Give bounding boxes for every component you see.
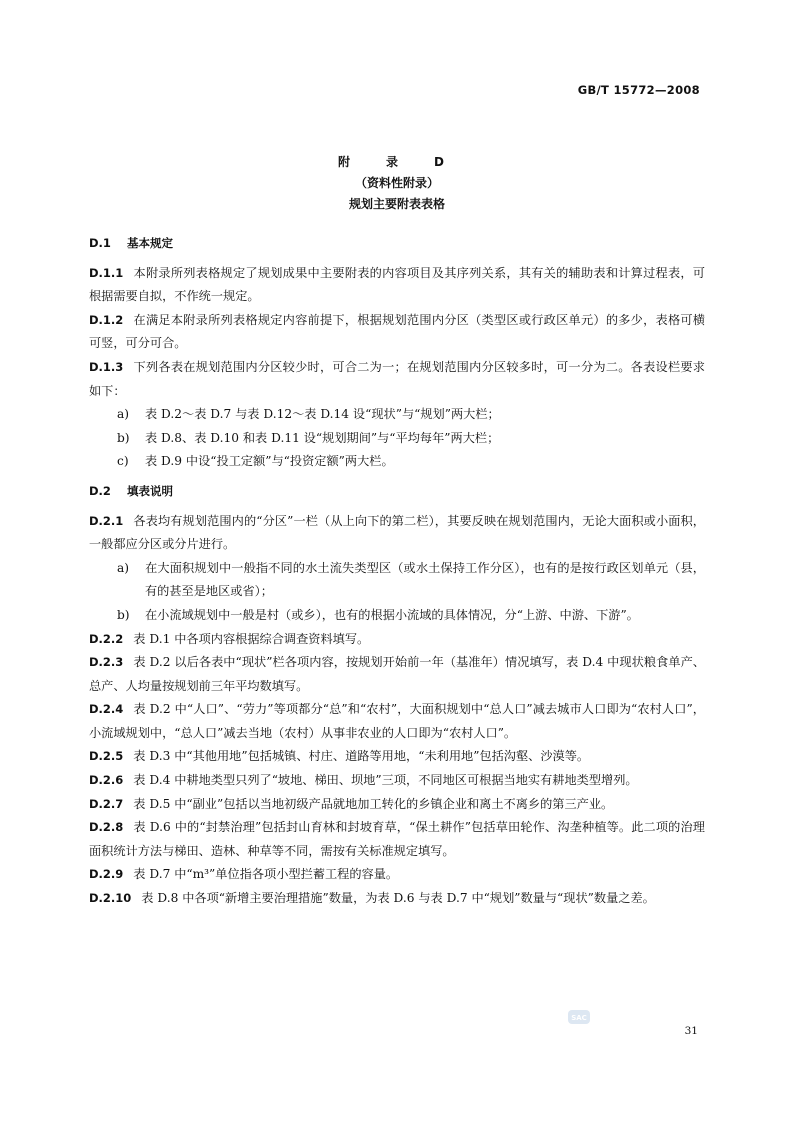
section-heading <box>89 232 705 256</box>
clause <box>89 793 705 817</box>
list-item-label: b) <box>117 430 130 445</box>
list-item-label: a) <box>117 560 130 575</box>
clause-text: 在满足本附录所列表格规定内容前提下，根据规划范围内分区（类型区或行政区单元）的多少，表格可横可竖，可分可合。 <box>89 312 705 351</box>
clause <box>89 745 705 769</box>
clause-text: 表 D.5 中“副业”包括以当地初级产品就地加工转化的乡镇企业和离土不离乡的第三产业。 <box>133 796 614 811</box>
appendix-subtitle: 规划主要附表表格 <box>348 197 445 211</box>
page-number: 31 <box>684 1025 698 1037</box>
clause-text: 表 D.3 中“其他用地”包括城镇、村庄、道路等用地，“未利用地”包括沟壑、沙漠等。 <box>133 749 590 764</box>
clause <box>89 628 705 652</box>
clause-text: 表 D.4 中耕地类型只列了“坡地、梯田、坝地”三项，不同地区可根据当地实有耕地类型增列。 <box>133 773 638 788</box>
list-item <box>89 403 705 427</box>
standard-code: GB/T 15772—2008 <box>577 83 700 97</box>
clause-number: D.2.10 <box>89 891 132 906</box>
clause-text: 下列各表在规划范围内分区较少时，可合二为一；在规划范围内分区较多时，可一分为二。各表设栏要求如下： <box>89 359 705 398</box>
section-number: D.1 <box>89 236 111 250</box>
clause-number: D.2.2 <box>89 631 124 646</box>
clause-number: D.2.6 <box>89 773 124 788</box>
section-number: D.2 <box>89 483 111 498</box>
clause-text: 表 D.2 以后各表中“现状”栏各项内容，按规划开始前一年（基准年）情况填写，表 D.4 中现状粮食单产、总产、人均量按规划前三年平均数填写。 <box>89 655 705 693</box>
section-title: 基本规定 <box>127 236 173 250</box>
list-item-text: 在大面积规划中一般指不同的水土流失类型区（或水土保持工作分区），也有的是按行政区划单元（县，有的甚至是地区或省）； <box>145 560 705 599</box>
clause-text: 本附录所列表格规定了规划成果中主要附表的内容项目及其序列关系，其有关的辅助表和计算过程表，可根据需要自拟，不作统一规定。 <box>89 265 705 304</box>
clause-text: 表 D.6 中的“封禁治理”包括封山育林和封坡育草，“保土耕作”包括草田轮作、沟垄种植等。此二项的治理面积统计方法与梯田、造林、种草等不同，需按有关标准规定填写。 <box>89 820 705 858</box>
clause-number: D.2.1 <box>89 513 124 528</box>
clause-number: D.2.4 <box>89 702 124 717</box>
clause-number: D.2.9 <box>89 867 124 882</box>
clause <box>89 816 705 863</box>
clause <box>89 769 705 793</box>
list-item <box>89 427 705 451</box>
appendix-heading <box>0 152 794 215</box>
clause-number: D.2.5 <box>89 749 124 764</box>
list-item-label: b) <box>117 607 130 622</box>
clause-number: D.2.8 <box>89 820 124 835</box>
clause-number: D.2.3 <box>89 655 124 670</box>
svg-text:SAC: SAC <box>571 1014 587 1022</box>
clause-text: 表 D.8 中各项“新增主要治理措施”数量，为表 D.6 与表 D.7 中“规划”数量与“现状”数量之差。 <box>141 891 655 906</box>
clause <box>89 356 705 403</box>
document-body <box>89 232 705 911</box>
list-item-text: 表 D.2～表 D.7 与表 D.12～表 D.14 设“现状”与“规划”两大栏； <box>145 407 500 422</box>
list-item-text: 表 D.8、表 D.10 和表 D.11 设“规划期间”与“平均每年”两大栏； <box>145 430 500 445</box>
clause-number: D.2.7 <box>89 796 124 811</box>
clause-number: D.1.3 <box>89 359 124 374</box>
sac-watermark-logo <box>568 1010 590 1024</box>
clause-text: 表 D.1 中各项内容根据综合调查资料填写。 <box>133 631 370 646</box>
clause <box>89 698 705 745</box>
list-item <box>89 450 705 474</box>
list-item <box>89 557 705 604</box>
clause-number: D.1.2 <box>89 312 124 327</box>
clause <box>89 262 705 309</box>
list-item-text: 表 D.9 中设“投工定额”与“投资定额”两大栏。 <box>145 454 394 469</box>
list-item-label: c) <box>117 454 129 469</box>
clause <box>89 887 705 911</box>
clause <box>89 309 705 356</box>
list-item <box>89 604 705 628</box>
list-item-label: a) <box>117 407 130 422</box>
clause-number: D.1.1 <box>89 265 124 280</box>
clause-text: 表 D.2 中“人口”、“劳力”等项都分“总”和“农村”，大面积规划中“总人口”减去城市人口即为“农村人口”，小流域规划中，“总人口”减去当地（农村）从事非农业的人口即为“农村人口”。 <box>89 702 705 740</box>
list-item-text: 在小流域规划中一般是村（或乡），也有的根据小流域的具体情况，分“上游、中游、下游”。 <box>145 607 639 622</box>
clause-text: 各表均有规划范围内的“分区”一栏（从上向下的第二栏），其要反映在规划范围内，无论大面积或小面积，一般都应分区或分片进行。 <box>89 513 705 552</box>
clause <box>89 651 705 698</box>
clause-text: 表 D.7 中“m³”单位指各项小型拦蓄工程的容量。 <box>133 867 399 882</box>
section-heading <box>89 480 705 504</box>
clause <box>89 863 705 887</box>
appendix-title: 附 录 D <box>338 155 456 169</box>
clause <box>89 510 705 557</box>
appendix-nature: （资料性附录） <box>354 176 439 190</box>
section-title: 填表说明 <box>127 483 173 498</box>
